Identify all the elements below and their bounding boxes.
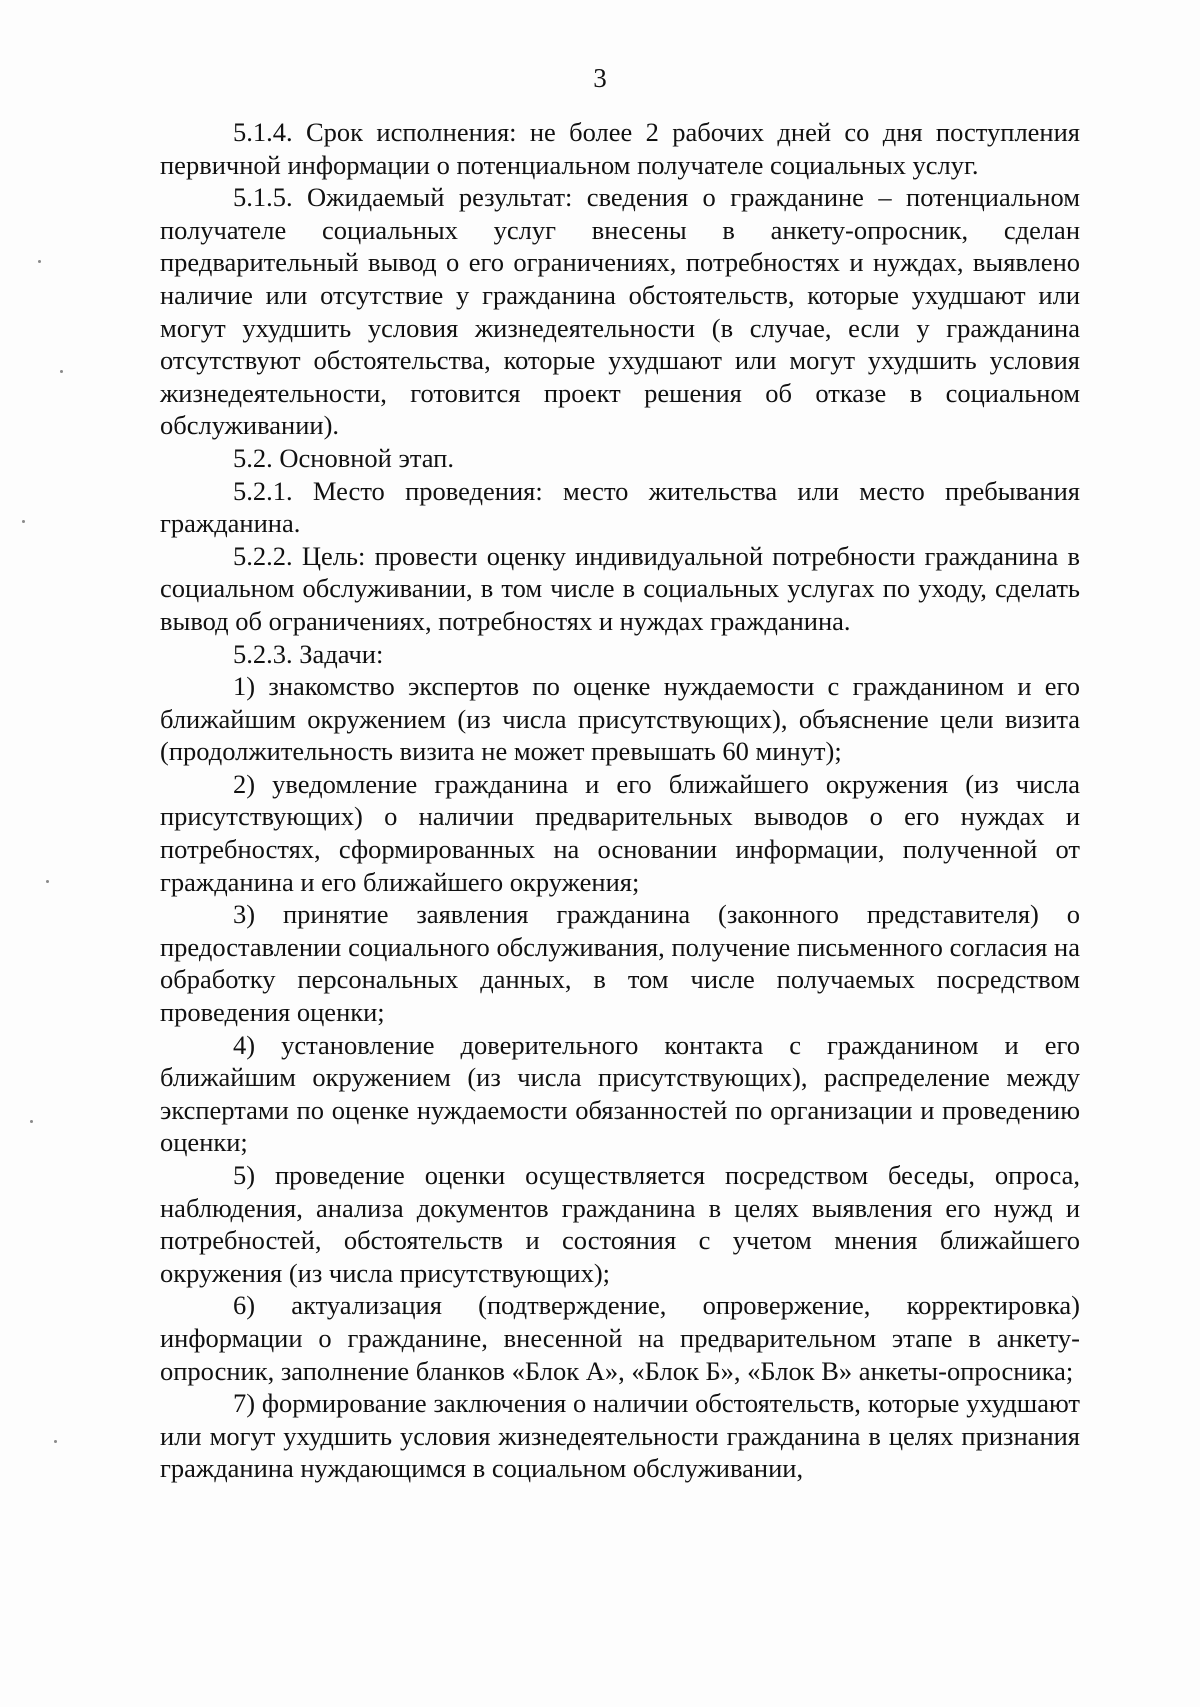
task-item-5: 5) проведение оценки осуществляется посредством беседы, опроса, наблюдения, анализа документов гражданина в целях выявления его нужд и потребностей, обстоятельств и состояния с учетом мнения ближайшего окружения (из числа присутствующих); [160,1160,1080,1288]
paragraph-5-2-1: 5.2.1. Место проведения: место жительства или место пребывания гражданина. [160,475,1080,539]
task-item-6: 6) актуализация (подтверждение, опровержение, корректировка) информации о гражданине, внесенной на предварительном этапе в анкету-опросник, заполнение бланков «Блок А», «Блок Б», «Блок В» анкеты-опросника; [160,1290,1080,1386]
paragraph-5-2-3: 5.2.3. Задачи: [233,638,384,669]
task-item-3: 3) принятие заявления гражданина (законного представителя) о предоставлении социального обслуживания, получение письменного согласия на обработку персональных данных, в том числе получаемых посредством проведения оценки; [160,899,1080,1028]
task-item-4: 4) установление доверительного контакта с гражданином и его ближайшим окружением (из числа присутствующих), распределение между экспертами по оценке нуждаемости обязанностей по организации и проведению оценки; [160,1029,1080,1158]
paragraph-5-2: 5.2. Основной этап. [233,442,454,473]
scan-speck [38,260,41,263]
paragraph-5-1-4: 5.1.4. Срок исполнения: не более 2 рабочих дней со дня поступления первичной информации о потенциальном получателе социальных услуг. [160,117,1080,180]
document-body [160,116,1080,1485]
page-number: 3 [593,63,607,93]
scan-speck [30,1120,33,1123]
scan-speck [46,880,49,883]
task-item-7: 7) формирование заключения о наличии обстоятельств, которые ухудшают или могут ухудшить условия жизнедеятельности гражданина в целях признания гражданина нуждающимся в социальном обслуживании, [160,1388,1080,1484]
task-item-2: 2) уведомление гражданина и его ближайшего окружения (из числа присутствующих) о наличии предварительных выводов о его нуждах и потребностях, сформированных на основании информации, полученной от гражданина и его ближайшего окружения; [160,768,1080,897]
scan-speck [60,370,63,373]
paragraph-5-2-2: 5.2.2. Цель: провести оценку индивидуальной потребности гражданина в социальном обслуживании, в том числе в социальных услугах по уходу, сделать вывод об ограничениях, потребностях и нуждах гражданина. [160,540,1080,636]
task-item-1: 1) знакомство экспертов по оценке нуждаемости с гражданином и его ближайшим окружением (из числа присутствующих), объяснение цели визита (продолжительность визита не может превышать 60 минут); [160,671,1080,767]
scan-speck [54,1440,57,1443]
paragraph-5-1-5: 5.1.5. Ожидаемый результат: сведения о гражданине – потенциальном получателе социальных услуг внесены в анкету-опросник, сделан предварительный вывод о его ограничениях, потребностях и нуждах, выявлено наличие или отсутствие у гражданина обстоятельств, которые ухудшают или могут ухудшить условия жизнедеятельности (в случае, если у гражданина отсутствуют обстоятельства, которые ухудшают или могут ухудшить условия жизнедеятельности, готовится проект решения об отказе в социальном обслуживании). [160,182,1080,441]
scan-speck [22,520,25,523]
